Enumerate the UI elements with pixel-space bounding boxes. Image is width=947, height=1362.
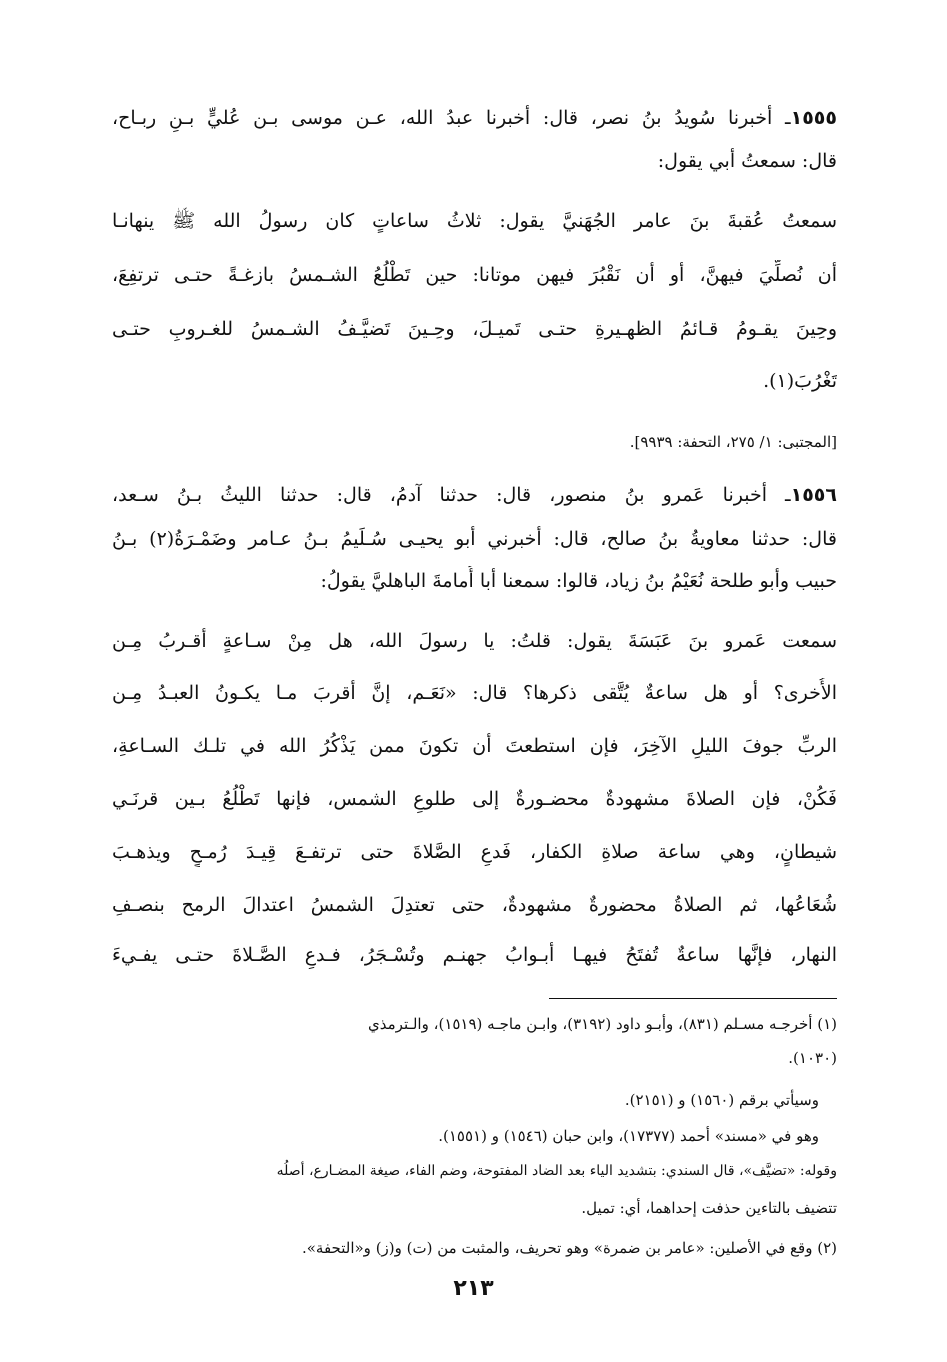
footnote-line: تتضيف بالتاءين حذفت إحداهما، أي: تميل. <box>581 1199 837 1217</box>
footnote-line: (١٠٣٠). <box>788 1049 837 1067</box>
footnote-line: وسيأتي برقم (١٥٦٠) و (٢١٥١). <box>624 1091 819 1109</box>
hadith-number: ١٥٥٦ <box>790 484 837 506</box>
footnote-line: (١) أخرجـه مسـلم (٨٣١)، وأبـو داود (٣١٩٢)، وابـن ماجـه (١٥١٩)، والـترمذي <box>368 1015 837 1033</box>
hadith-1556-matn-line-1: سمعت عَمرو بنَ عَبَسَةَ يقول: قلتُ: يا رسولَ الله، هل مِنْ سـاعةٍ أقـربُ مِـن <box>112 630 837 652</box>
footnote-separator <box>549 998 837 999</box>
hadith-1556-isnad-line-1: ١٥٥٦ـ أخبرنا عَمرو بنُ منصور، قال: حدثنا آدمُ، قال: حدثنا الليثُ بـنُ سـعد، <box>112 484 837 506</box>
hadith-number: ١٥٥٥ <box>790 107 837 129</box>
hadith-1555-isnad-line-2: قال: سمعتُ أبي يقول: <box>657 150 837 172</box>
hadith-1555-matn-line-2: أن نُصلِّيَ فيهنَّ، أو أن نَقْبُرَ فيهن موتانا: حين تَطْلُعُ الشـمسُ بازغـةً حتـى ترتفِعَ، <box>112 264 837 286</box>
hadith-1555-reference: [المجتبى: ١/ ٢٧٥، التحفة: ٩٩٣٩]. <box>629 433 837 451</box>
hadith-1556-matn-line-4: فَكُنْ، فإن الصلاةَ مشهودةٌ محضـورةٌ إلى طلوعِ الشمس، فإنها تَطْلُعُ بـين قرنَـي <box>112 788 837 810</box>
page-number: ٢١٣ <box>453 1276 494 1301</box>
hadith-1556-isnad-line-3: حبيب وأبو طلحة نُعَيْمُ بنُ زياد، قالوا: سمعنا أبا أُمامةَ الباهليَّ يقولُ: <box>320 570 837 592</box>
hadith-1556-matn-line-6: شُعَاعُها، ثم الصلاةُ محضورةٌ مشهودةٌ، حتى تعتدِلَ الشمسُ اعتدالَ الرمح بنصـفِ <box>112 894 837 916</box>
footnote-line: وهو في «مسند» أحمد (١٧٣٧٧)، وابن حبان (١٥٤٦) و (١٥٥١). <box>438 1127 819 1145</box>
hadith-1555-matn-line-4: تَغْرُبَ(١). <box>763 370 837 392</box>
hadith-1556-matn-line-3: الربِّ جوفَ الليلِ الآخِرَ، فإن استطعتَ أن تكونَ ممن يَذْكُرُ الله في تلـك السـاعةِ، <box>112 735 837 757</box>
hadith-1556-matn-line-2: الأُخرى؟ أو هل ساعةٌ يُتَّقى ذكرها؟ قال: «نَعَـم، إنَّ أقربَ مـا يكـونُ العبـدُ مِـن <box>112 682 837 704</box>
hadith-1556-matn-line-5: شيطانٍ، وهي ساعة صلاةِ الكفار، فَدعِ الصَّلاةَ حتى ترتفـعَ قِيـدَ رُمـحٍ ويذهـبَ <box>112 841 837 863</box>
hadith-1556-matn-line-7: النهار، فإنَّها ساعةٌ تُفتَحُ فيهـا أبـوابُ جهنـم وتُسْـجَرُ، فـدعِ الصَّـلاةَ حتـى يفـيءَ <box>112 944 837 966</box>
hadith-1555-isnad-line-1: ١٥٥٥ـ أخبرنا سُويدُ بنُ نصر، قال: أخبرنا عبدُ الله، عـن موسى بـن عُليٍّ بـنِ ربـاح، <box>112 107 837 129</box>
hadith-1556-isnad-line-2: قال: حدثنا معاويةُ بنُ صالح، قال: أخبرني أبو يحيـى سُـلَيمُ بـنُ عـامر وضَمْـرَةُ(٢) بـنُ <box>112 528 837 550</box>
footnote-line: (٢) وقع في الأصلين: «عامر بن ضمرة» وهو تحريف، والمثبت من (ت) و(ز) و«التحفة». <box>301 1239 837 1257</box>
footnote-line: وقوله: «تضيَّف»، قال السندي: بتشديد الياء بعد الضاد المفتوحة، وضم الفاء، صيغة المضـارع، أصلُه <box>276 1163 837 1179</box>
hadith-1555-matn-line-3: وحِينَ يقـومُ قـائمُ الظهـيرةِ حتـى تَميـلَ، وحِـينَ تَضيَّـفُ الشـمسُ للغـروبِ حتـى <box>112 318 837 340</box>
hadith-1555-matn-line-1: سمعتُ عُقبةَ بنَ عامر الجُهَنيَّ يقول: ثلاثُ ساعاتٍ كان رسولُ الله ﷺ ينهانـا <box>112 210 837 232</box>
